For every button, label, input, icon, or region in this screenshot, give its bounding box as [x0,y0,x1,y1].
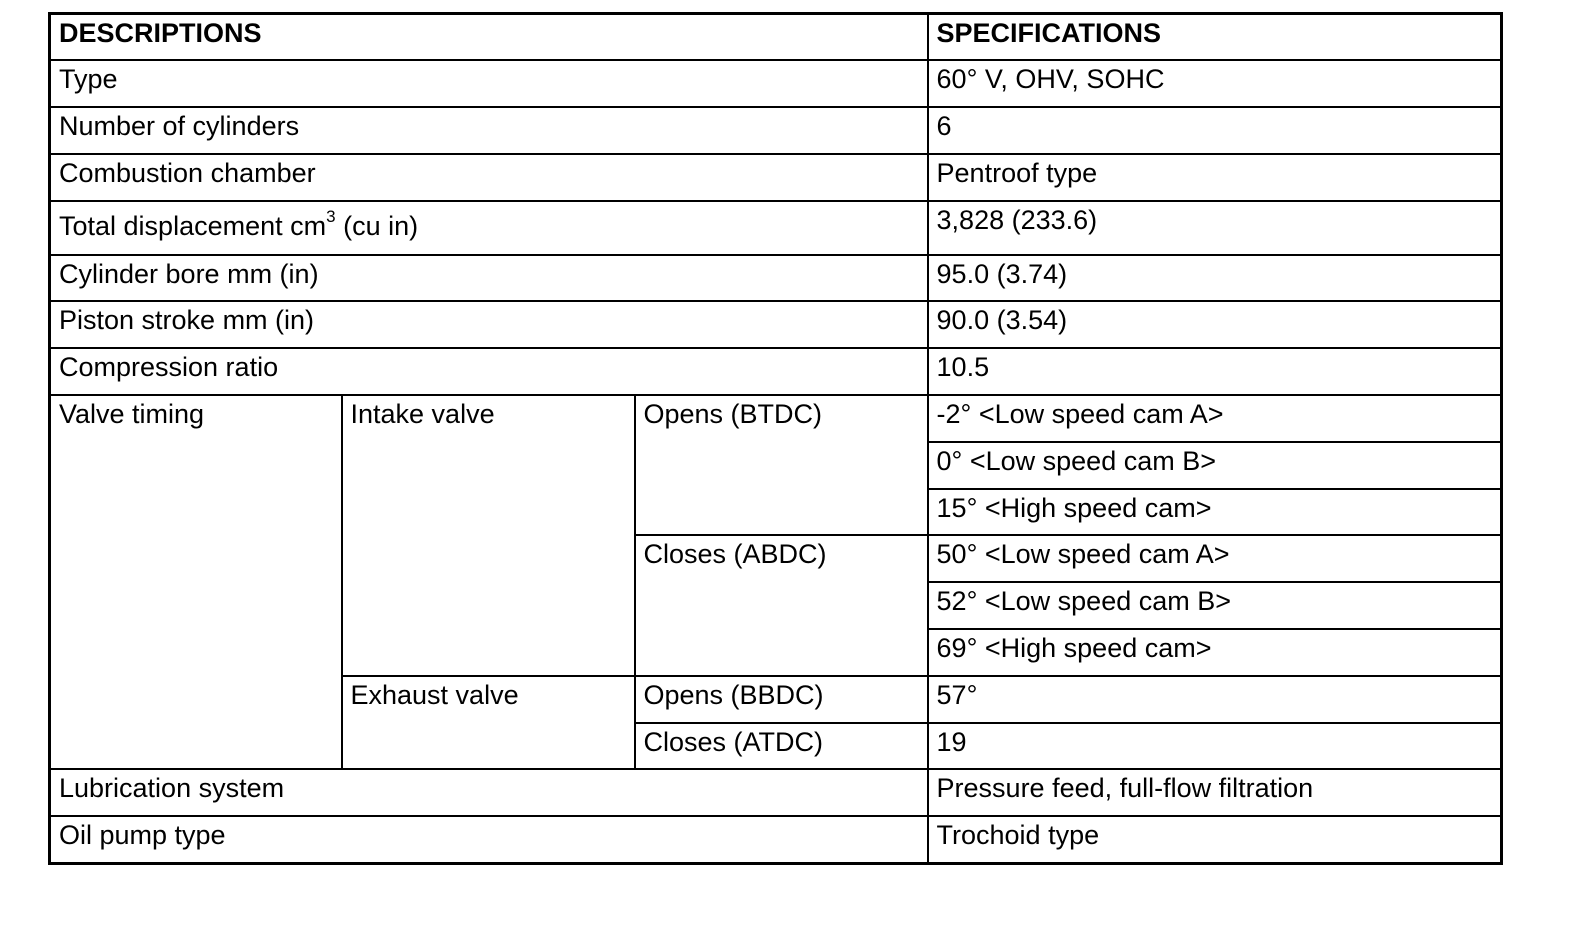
displacement-superscript: 3 [326,206,336,226]
cylinders-value: 6 [928,107,1502,154]
total-displacement-value: 3,828 (233.6) [928,201,1502,255]
lubrication-system-label: Lubrication system [50,769,928,816]
intake-opens-value: -2° <Low speed cam A> [928,395,1502,442]
intake-valve-label: Intake valve [342,395,635,676]
compression-ratio-value: 10.5 [928,348,1502,395]
table-row [50,154,1502,201]
intake-opens-label: Opens (BTDC) [635,395,928,535]
intake-closes-value: 52° <Low speed cam B> [928,582,1502,629]
exhaust-closes-label: Closes (ATDC) [635,723,928,770]
table-row [50,348,1502,395]
oil-pump-type-value: Trochoid type [928,816,1502,863]
descriptions-header: DESCRIPTIONS [50,14,928,61]
type-label: Type [50,60,928,107]
intake-closes-label: Closes (ABDC) [635,535,928,675]
compression-ratio-label: Compression ratio [50,348,928,395]
valve-timing-label: Valve timing [50,395,342,769]
table-row [50,255,1502,302]
exhaust-opens-value: 57° [928,676,1502,723]
table-row [50,301,1502,348]
exhaust-closes-value: 19 [928,723,1502,770]
table-row [50,816,1502,863]
displacement-suffix-text: (cu in) [335,210,419,241]
combustion-chamber-label: Combustion chamber [50,154,928,201]
table-row [50,107,1502,154]
displacement-unit-text: Total displacement cm [59,210,327,241]
intake-closes-value: 69° <High speed cam> [928,629,1502,676]
type-value: 60° V, OHV, SOHC [928,60,1502,107]
table-row [50,201,1502,255]
exhaust-opens-label: Opens (BBDC) [635,676,928,723]
oil-pump-type-label: Oil pump type [50,816,928,863]
piston-stroke-label: Piston stroke mm (in) [50,301,928,348]
exhaust-valve-label: Exhaust valve [342,676,635,770]
table-row [50,395,1502,442]
total-displacement-label [50,201,928,255]
lubrication-system-value: Pressure feed, full-flow filtration [928,769,1502,816]
intake-opens-value: 0° <Low speed cam B> [928,442,1502,489]
table-row [50,769,1502,816]
specifications-header: SPECIFICATIONS [928,14,1502,61]
cylinder-bore-value: 95.0 (3.74) [928,255,1502,302]
intake-opens-value: 15° <High speed cam> [928,489,1502,536]
intake-closes-value: 50° <Low speed cam A> [928,535,1502,582]
engine-specifications-table [48,12,1503,865]
piston-stroke-value: 90.0 (3.54) [928,301,1502,348]
combustion-chamber-value: Pentroof type [928,154,1502,201]
table-header-row [50,14,1502,61]
cylinders-label: Number of cylinders [50,107,928,154]
table-row [50,60,1502,107]
cylinder-bore-label: Cylinder bore mm (in) [50,255,928,302]
